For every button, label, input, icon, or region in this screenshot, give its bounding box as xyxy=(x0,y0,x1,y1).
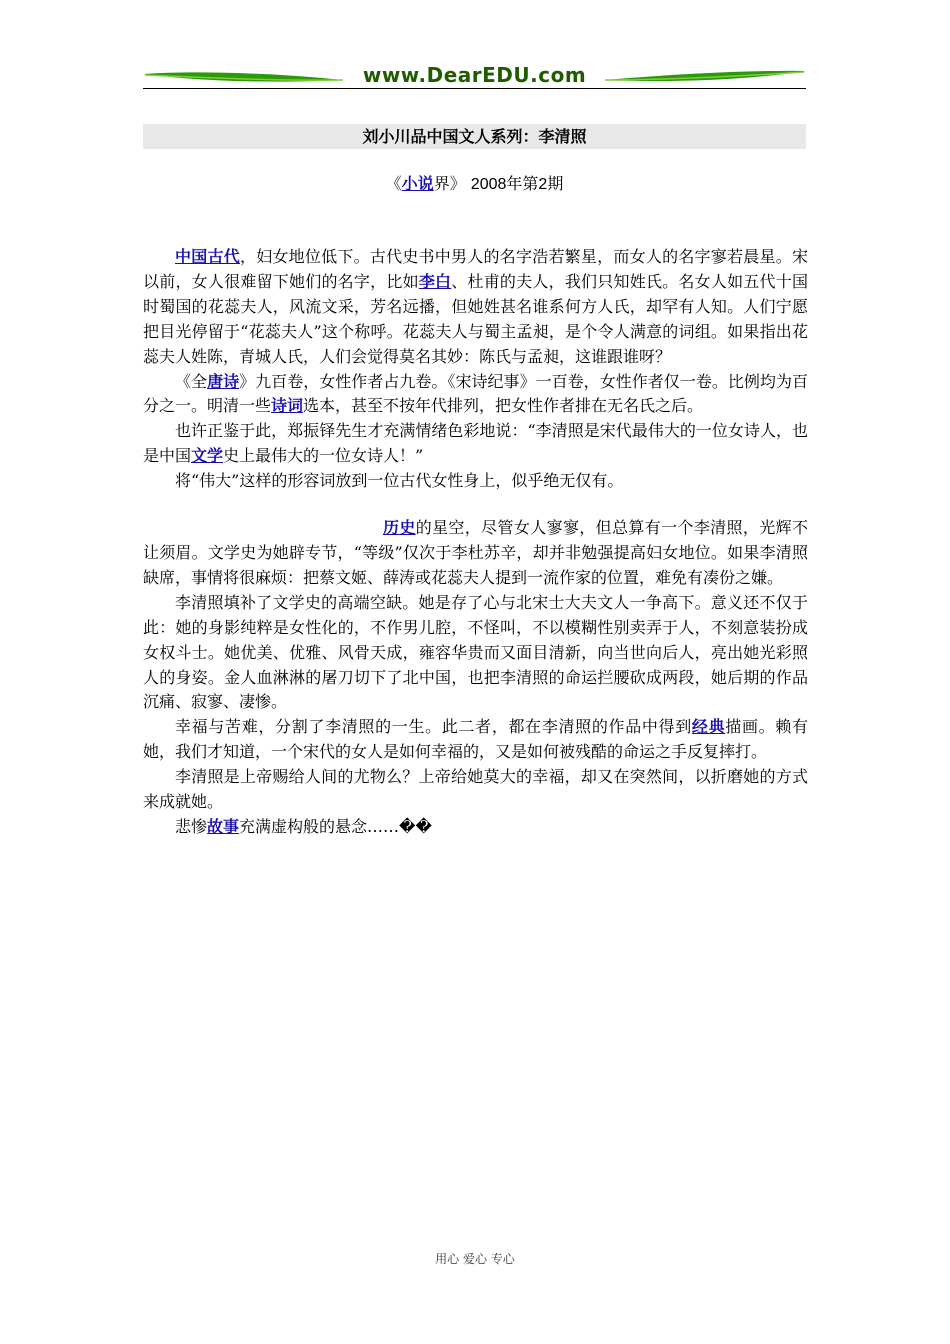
article-title: 刘小川品中国文人系列：李清照 xyxy=(143,124,806,149)
paragraph-3 xyxy=(143,419,808,469)
paragraph-text: 李清照是上帝赐给人间的尤物么？上帝给她莫大的幸福，却又在突然间，以折磨她的方式来成就她。 xyxy=(143,767,808,812)
paragraph-1 xyxy=(143,245,808,370)
page-footer: 用心 爱心 专心 xyxy=(435,1252,515,1266)
source-year: 2008 xyxy=(470,176,507,193)
paragraph-text: 描画。赖有她，我们才知道，一个宋代的女人是如何幸福的，又是如何被残酷的命运之手反复摔打。 xyxy=(143,717,808,762)
keyword-link-wenxue[interactable]: 文学 xyxy=(191,446,224,466)
keyword-link-shici[interactable]: 诗词 xyxy=(271,396,304,416)
paragraph-text: 幸福与苦难，分割了李清照的一生。此二者，都在李清照的作品中得到 xyxy=(175,717,692,737)
paragraph-5 xyxy=(143,516,808,591)
paragraph-6 xyxy=(143,591,808,716)
paragraph-text: 充满虚构般的悬念……�� xyxy=(239,816,432,836)
paragraph-7 xyxy=(143,715,808,765)
source-magazine-suffix: 界》 xyxy=(433,174,466,193)
keyword-link-zhongguogudai[interactable]: 中国古代 xyxy=(175,247,240,266)
paragraph-9 xyxy=(143,815,808,840)
paragraph-text: 悲惨 xyxy=(175,816,208,836)
keyword-link-xiaoshuo[interactable]: 小说 xyxy=(401,174,434,193)
keyword-link-jingdian[interactable]: 经典 xyxy=(691,717,726,737)
source-year-suffix: 年第 xyxy=(506,174,539,193)
keyword-link-tangshi[interactable]: 唐诗 xyxy=(207,371,240,391)
article-source xyxy=(143,173,806,196)
paragraph-text: ，妇女地位低下。古代史书中男人的名字浩若繁星，而女人的名字寥若晨星。宋以前，女人很难留下她们的名字，比如 xyxy=(143,247,808,291)
paragraph-text: 也许正鉴于此，郑振铎先生才充满情绪色彩地说：“李清照是宋代最伟大的一位女诗人，也是中国 xyxy=(143,421,808,466)
paragraph-text: 史上最伟大的一位女诗人！” xyxy=(223,446,424,466)
paragraph-text: 选本，甚至不按年代排列，把女性作者排在无名氏之后。 xyxy=(303,396,704,416)
source-bracket-open: 《 xyxy=(385,174,402,193)
article-body xyxy=(143,245,808,840)
paragraph-text: 《全 xyxy=(175,371,208,391)
paragraph-text: 的星空，尽管女人寥寥，但总算有一个李清照，光辉不让须眉。文学史为她辟专节，“等级”仅次于李杜苏辛，却并非勉强提高妇女地位。如果李清照缺席，事情将很麻烦：把蔡文姬、薛涛或花蕊夫人提到一流作家的位置，难免有凑份之嫌。 xyxy=(143,518,808,587)
keyword-link-gushi[interactable]: 故事 xyxy=(207,816,240,836)
paragraph-8 xyxy=(143,765,808,815)
paragraph-text: 将“伟大”这样的形容词放到一位古代女性身上，似乎绝无仅有。 xyxy=(175,471,624,491)
paragraph-text: 》九百卷，女性作者占九卷。《宋诗纪事》一百卷，女性作者仅一卷。比例均为百分之一。明清一些 xyxy=(143,371,808,416)
paragraph-4 xyxy=(143,469,808,494)
source-issue-suffix: 期 xyxy=(547,174,564,193)
keyword-link-libai[interactable]: 李白 xyxy=(418,271,452,291)
paragraph-text: 李清照填补了文学史的高端空缺。她是存了心与北宋士大夫文人一争高下。意义还不仅于此：她的身影纯粹是女性化的，不作男儿腔，不怪叫，不以模糊性别卖弄于人，不刻意装扮成女权斗士。她优美、优雅、风骨天成，雍容华贵而又面目清新，向当世向后人，亮出她光彩照人的身姿。金人血淋淋的屠刀切下了北中国，也把李清照的命运拦腰砍成两段，她后期的作品沉痛、寂寥、凄惨。 xyxy=(143,592,808,712)
paragraph-text: 、杜甫的夫人，我们只知姓氏。名女人如五代十国时蜀国的花蕊夫人，风流文采，芳名远播，但她姓甚名谁系何方人氏，却罕有人知。人们宁愿把目光停留于“花蕊夫人”这个称呼。花蕊夫人与蜀主孟昶，是个令人满意的词组。如果指出花蕊夫人姓陈，青城人氏，人们会觉得莫名其妙：陈氏与孟昶，这谁跟谁呀？ xyxy=(143,271,808,366)
source-issue: 2 xyxy=(538,176,548,193)
keyword-link-lishi[interactable]: 历史 xyxy=(383,518,416,538)
site-logo-text: www.DearEDU.com xyxy=(362,63,587,87)
paragraph-2 xyxy=(143,370,808,420)
header-divider xyxy=(143,88,806,89)
